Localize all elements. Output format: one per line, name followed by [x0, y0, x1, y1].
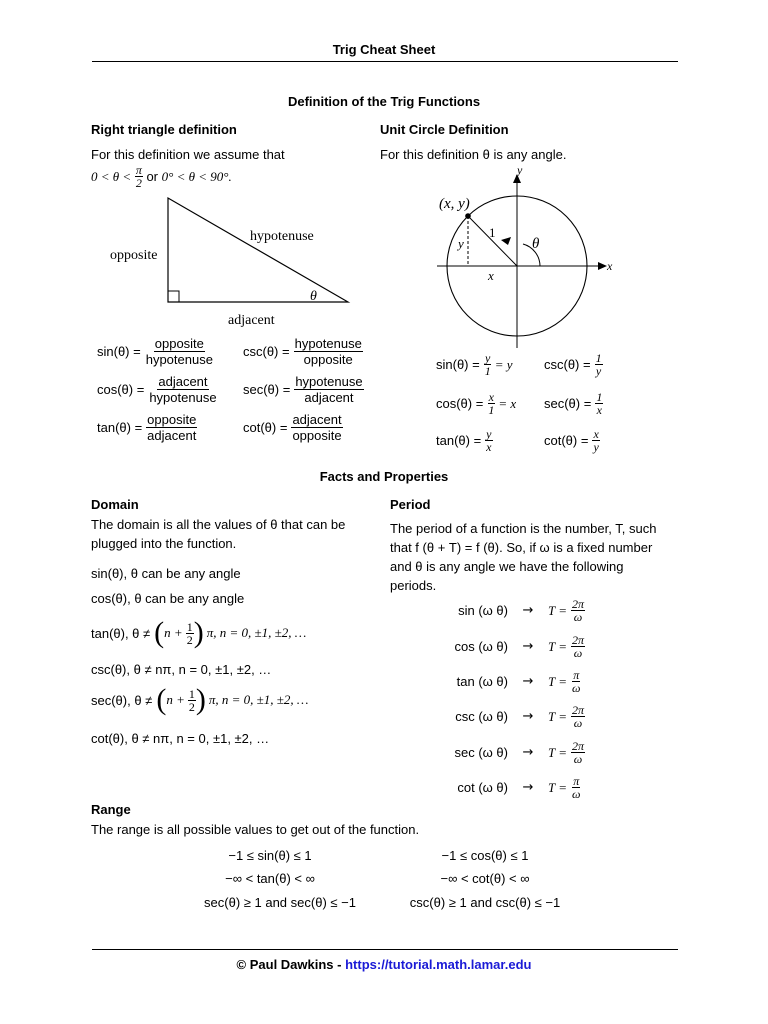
section-title-definitions: Definition of the Trig Functions	[287, 94, 481, 109]
period-row-sin	[420, 598, 660, 623]
paren-close: )	[193, 616, 204, 649]
footer-rule	[92, 949, 678, 950]
formula-sin-triangle	[97, 336, 214, 367]
right-triangle-condition	[91, 164, 232, 189]
formula-tan-circle	[436, 428, 493, 453]
range-sec: sec(θ) ≥ 1 and sec(θ) ≤ −1	[204, 895, 356, 910]
formula-num: 1	[596, 390, 603, 404]
period-fn: sec (ω θ)	[454, 745, 508, 760]
domain-sec	[91, 685, 308, 715]
formula-num: x	[593, 427, 599, 441]
period-den: ω	[572, 787, 581, 801]
domain-intro-2: plugged into the function.	[91, 536, 237, 551]
domain-tan-rhs: π, n = 0, ±1, ±2, …	[206, 625, 307, 640]
domain-intro-1: The domain is all the values of θ that can be	[91, 517, 346, 532]
condition-left: 0 < θ <	[91, 169, 132, 184]
page-title: Trig Cheat Sheet	[332, 42, 436, 57]
condition-degrees: 0° < θ < 90°.	[161, 169, 232, 184]
formula-tan-triangle	[97, 412, 197, 443]
label-hypotenuse: hypotenuse	[250, 229, 314, 244]
period-num: π	[573, 668, 580, 682]
formula-sec-triangle	[243, 374, 364, 405]
domain-tan	[91, 618, 306, 648]
period-intro-1: The period of a function is the number, T, such	[390, 521, 657, 536]
arrow-icon: →	[522, 780, 534, 795]
label-x: x	[488, 268, 494, 283]
point-marker	[465, 213, 471, 219]
period-num: 2π	[572, 703, 585, 717]
triangle-shape	[168, 198, 348, 302]
period-t: T =	[548, 779, 568, 795]
period-fn: cot (ω θ)	[457, 780, 508, 795]
arrow-icon: →	[522, 709, 534, 724]
right-angle-marker	[168, 291, 179, 302]
angle-arrow-icon	[501, 237, 511, 245]
formula-csc-triangle	[243, 336, 363, 367]
period-heading: Period	[390, 497, 431, 512]
period-t: T =	[548, 744, 568, 760]
label-theta: θ	[310, 289, 317, 304]
formula-num: opposite	[147, 412, 197, 427]
formula-rhs: = x	[498, 395, 517, 411]
domain-sec-lhs: sec(θ), θ ≠	[91, 692, 153, 708]
formula-lhs: sin(θ) =	[436, 357, 480, 372]
period-row-sec	[420, 740, 660, 765]
formula-lhs: sec(θ) =	[243, 382, 291, 397]
period-den: ω	[573, 752, 583, 766]
unit-circle-diagram	[425, 160, 625, 350]
domain-sec-rhs: π, n = 0, ±1, ±2, …	[208, 692, 309, 707]
half-num: 1	[186, 619, 193, 634]
right-triangle-heading: Right triangle definition	[91, 122, 237, 137]
formula-lhs: cot(θ) =	[544, 433, 589, 448]
period-t: T =	[548, 673, 568, 689]
formula-num: x	[488, 390, 494, 404]
period-t: T =	[548, 602, 568, 618]
formula-num: 1	[595, 351, 602, 365]
period-fn: sin (ω θ)	[458, 603, 508, 618]
formula-sec-circle	[544, 391, 603, 416]
formula-lhs: csc(θ) =	[544, 357, 591, 372]
range-heading: Range	[91, 802, 131, 817]
formula-num: hypotenuse	[294, 336, 362, 351]
unit-circle-heading: Unit Circle Definition	[380, 122, 509, 137]
label-theta: θ	[532, 236, 540, 252]
period-fn: csc (ω θ)	[455, 709, 508, 724]
formula-num: y	[486, 427, 492, 441]
formula-den: y	[595, 364, 602, 378]
formula-den: y	[593, 440, 599, 454]
formula-den: 1	[484, 364, 491, 378]
paren-open: (	[156, 683, 167, 716]
period-intro-4: periods.	[390, 578, 437, 593]
formula-den: hypotenuse	[149, 390, 217, 405]
range-cos: −1 ≤ cos(θ) ≤ 1	[441, 848, 529, 863]
formula-cos-triangle	[97, 374, 218, 405]
formula-den: adjacent	[304, 390, 354, 405]
formula-num: hypotenuse	[295, 374, 363, 389]
formula-lhs: tan(θ) =	[97, 420, 143, 435]
formula-lhs: sin(θ) =	[97, 344, 141, 359]
arrow-icon: →	[522, 745, 534, 760]
label-x-axis: x	[607, 259, 613, 273]
pi-denominator: 2	[135, 176, 142, 190]
domain-sec-inner: n +	[166, 692, 185, 707]
period-fn: cos (ω θ)	[454, 639, 508, 654]
section-title-facts: Facts and Properties	[319, 469, 449, 484]
formula-den: adjacent	[147, 428, 197, 443]
range-cot: −∞ < cot(θ) < ∞	[440, 871, 530, 886]
formula-lhs: cos(θ) =	[436, 396, 484, 411]
period-row-tan	[420, 669, 660, 694]
formula-cot-circle	[544, 428, 600, 453]
label-opposite: opposite	[110, 248, 158, 263]
condition-or: or	[146, 169, 159, 184]
formula-lhs: sec(θ) =	[544, 396, 592, 411]
period-intro-2: that f (θ + T) = f (θ). So, if ω is a fixed number	[390, 540, 653, 555]
right-triangle-intro: For this definition we assume that	[91, 147, 285, 162]
domain-heading: Domain	[91, 497, 139, 512]
range-sin: −1 ≤ sin(θ) ≤ 1	[228, 848, 312, 863]
period-row-csc	[420, 704, 660, 729]
period-num: 2π	[572, 739, 585, 753]
footer	[0, 957, 768, 972]
domain-cos: cos(θ), θ can be any angle	[91, 591, 245, 606]
formula-num: opposite	[154, 336, 204, 351]
paren-open: (	[154, 616, 165, 649]
range-intro: The range is all possible values to get out of the function.	[91, 822, 420, 837]
domain-tan-lhs: tan(θ), θ ≠	[91, 625, 151, 641]
range-csc: csc(θ) ≥ 1 and csc(θ) ≤ −1	[409, 895, 561, 910]
half-den: 2	[188, 699, 195, 714]
period-den: ω	[573, 646, 583, 660]
formula-cot-triangle	[243, 412, 343, 443]
arrow-icon: →	[522, 674, 534, 689]
formula-num: adjacent	[292, 412, 342, 427]
paren-close: )	[195, 683, 206, 716]
right-triangle-diagram	[100, 190, 370, 330]
formula-lhs: csc(θ) =	[243, 344, 290, 359]
domain-cot: cot(θ), θ ≠ nπ, n = 0, ±1, ±2, …	[91, 731, 270, 746]
period-num: 2π	[572, 633, 585, 647]
formula-den: x	[596, 403, 602, 417]
label-one: 1	[489, 225, 496, 240]
formula-csc-circle	[544, 352, 603, 377]
pi-over-2	[135, 164, 143, 189]
formula-den: hypotenuse	[145, 352, 213, 367]
footer-link[interactable]: https://tutorial.math.lamar.edu	[345, 957, 532, 972]
period-den: ω	[573, 610, 583, 624]
formula-den: opposite	[292, 428, 342, 443]
range-tan: −∞ < tan(θ) < ∞	[225, 871, 315, 886]
formula-lhs: cot(θ) =	[243, 420, 288, 435]
formula-rhs: = y	[494, 356, 513, 372]
label-adjacent: adjacent	[228, 313, 275, 328]
period-fn: tan (ω θ)	[456, 674, 508, 689]
domain-tan-inner: n +	[164, 625, 183, 640]
formula-lhs: tan(θ) =	[436, 433, 482, 448]
period-num: 2π	[572, 597, 585, 611]
half-num: 1	[188, 686, 195, 701]
formula-num: adjacent	[158, 374, 208, 389]
footer-author: © Paul Dawkins -	[236, 957, 342, 972]
period-intro-3: and θ is any angle we have the following	[390, 559, 624, 574]
label-y: y	[458, 236, 464, 251]
period-num: π	[573, 774, 580, 788]
label-point: (x, y)	[439, 196, 470, 212]
label-y-axis: y	[517, 163, 523, 177]
domain-sin: sin(θ), θ can be any angle	[91, 566, 241, 581]
period-den: ω	[572, 681, 581, 695]
arrow-icon: →	[522, 639, 534, 654]
header-rule	[92, 61, 678, 62]
formula-num: y	[485, 351, 491, 365]
formula-sin-circle	[436, 352, 513, 377]
formula-den: x	[486, 440, 492, 454]
period-row-cos	[420, 634, 660, 659]
x-axis-arrow-icon	[598, 262, 607, 270]
formula-lhs: cos(θ) =	[97, 382, 145, 397]
pi-numerator: π	[135, 163, 142, 177]
period-t: T =	[548, 708, 568, 724]
radius-line	[468, 216, 517, 266]
domain-csc: csc(θ), θ ≠ nπ, n = 0, ±1, ±2, …	[91, 662, 272, 677]
arrow-icon: →	[522, 603, 534, 618]
period-t: T =	[548, 638, 568, 654]
formula-den: 1	[488, 403, 495, 417]
period-den: ω	[573, 716, 583, 730]
formula-cos-circle	[436, 391, 516, 416]
half-den: 2	[186, 632, 193, 647]
period-row-cot	[420, 775, 660, 800]
unit-circle-intro: For this definition θ is any angle.	[380, 147, 567, 162]
formula-den: opposite	[303, 352, 353, 367]
